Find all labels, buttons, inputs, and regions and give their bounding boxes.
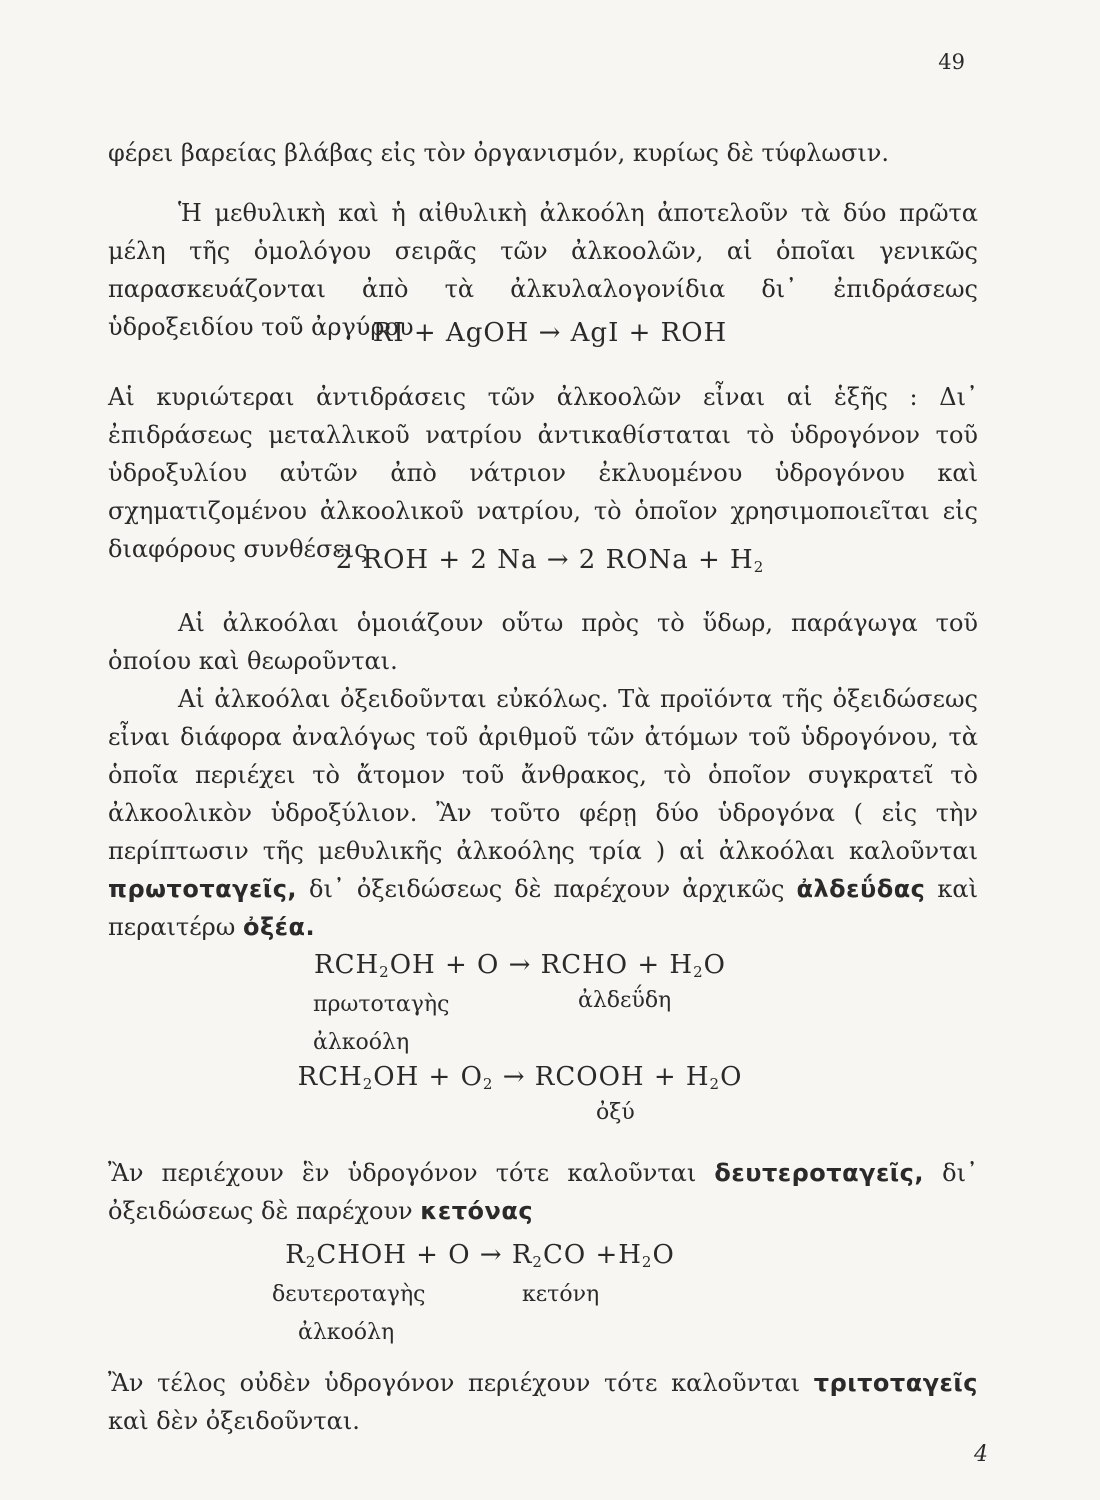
paragraph-5: [108, 680, 978, 946]
paragraph-text: Ἡ μεθυλικὴ καὶ ἡ αἰθυλικὴ ἀλκοόλη ἀποτελοῦν τὰ δύο πρῶτα μέλη τῆς ὁμολόγου σειρᾶς τῶν ἀλκοολῶν, αἱ ὁποῖαι γενικῶς παρασκευάζονται ἀπὸ τὰ ἀλκυλαλογονίδια δι᾽ ἐπιδράσεως ὑδροξειδίου τοῦ ἀργύρου: [108, 199, 978, 341]
label-primary: πρωτοταγὴς: [313, 992, 450, 1017]
term-acids: ὀξέα.: [242, 913, 316, 941]
term-aldehydes: ἀλδεΰδας: [796, 875, 926, 903]
paragraph-text: Ἂν περιέχουν ἓν ὑδρογόνον τότε καλοῦνται δευτεροταγεῖς, δι᾽ ὀξειδώσεως δὲ παρέχουν κετόνας: [108, 1159, 978, 1225]
term-primary: πρωτοταγεῖς,: [108, 875, 298, 903]
page-number: 49: [938, 50, 965, 74]
paragraph-4: [108, 604, 978, 680]
signature-mark: 4: [974, 1442, 988, 1467]
term-ketones: κετόνας: [420, 1197, 534, 1225]
paragraph-text: Αἱ κυριώτεραι ἀντιδράσεις τῶν ἀλκοολῶν εἶναι αἱ ἑξῆς : Δι᾽ ἐπιδράσεως μεταλλικοῦ νατρίου ἀντικαθίσταται τὸ ὑδρογόνον τοῦ ὑδροξυλίου αὐτῶν ἀπὸ νάτριον ἐκλυομένου ὑδρογόνου καὶ σχηματιζομένου ἀλκοολικοῦ νατρίου, τὸ ὁποῖον χρησιμοποιεῖται εἰς διαφόρους συνθέσεις: [108, 383, 978, 563]
equation-primary-oxidation-2: $RCH_2OH + O_2$ → RCOOH + $H_2O$: [297, 1062, 743, 1093]
paragraph-text: φέρει βαρείας βλάβας εἰς τὸν ὀργανισμόν, κυρίως δὲ τύφλωσιν.: [108, 139, 889, 167]
term-tertiary: τριτοταγεῖς: [813, 1369, 978, 1397]
equation-silver-hydroxide: RI + AgOH → AgI + ROH: [372, 318, 728, 348]
equation-sodium: 2 ROH + 2 Na → 2 RONa + $H_2$: [335, 545, 765, 576]
label-aldehyde: ἀλδεΰδη: [578, 988, 672, 1013]
term-secondary: δευτεροταγεῖς,: [714, 1159, 924, 1187]
label-secondary: δευτεροταγὴς: [272, 1282, 426, 1307]
paragraph-3: [108, 378, 978, 568]
label-acid: ὀξύ: [596, 1100, 635, 1125]
paragraph-text: Αἱ ἀλκοόλαι ὀξειδοῦνται εὐκόλως. Τὰ προϊόντα τῆς ὀξειδώσεως εἶναι διάφορα ἀναλόγως τοῦ ἀριθμοῦ τῶν ἀτόμων τοῦ ὑδρογόνου, τὰ ὁποῖα περιέχει τὸ ἄτομον τοῦ ἄνθρακος, τὸ ὁποῖον συγκρατεῖ τὸ ἀλκοολικὸν ὑδροξύλιον. Ἂν τοῦτο φέρῃ δύο ὑδρογόνα ( εἰς τὴν περίπτωσιν τῆς μεθυλικῆς ἀλκοόλης τρία ) αἱ ἀλκοόλαι καλοῦνται πρωτοταγεῖς, δι᾽ ὀξειδώσεως δὲ παρέχουν ἀρχικῶς ἀλδεΰδας καὶ περαιτέρω ὀξέα.: [108, 685, 979, 941]
paragraph-1: [108, 134, 978, 172]
paragraph-6: [108, 1154, 978, 1230]
label-alcohol: ἀλκοόλη: [298, 1320, 395, 1345]
paragraph-text: Ἂν τέλος οὐδὲν ὑδρογόνον περιέχουν τότε καλοῦνται τριτοταγεῖς καὶ δὲν ὀξειδοῦνται.: [108, 1369, 978, 1435]
label-alcohol: ἀλκοόλη: [313, 1030, 410, 1055]
paragraph-text: Αἱ ἀλκοόλαι ὁμοιάζουν οὕτω πρὸς τὸ ὕδωρ, παράγωγα τοῦ ὁποίου καὶ θεωροῦνται.: [108, 609, 978, 675]
equation-secondary-oxidation: $R_2CHOH + O \to R_2CO +H_2O$: [285, 1240, 675, 1271]
label-ketone: κετόνη: [522, 1282, 600, 1307]
equation-primary-oxidation-1: $RCH_2OH + O$ → RCHO + $H_2O$: [314, 950, 726, 981]
paragraph-7: [108, 1364, 978, 1440]
